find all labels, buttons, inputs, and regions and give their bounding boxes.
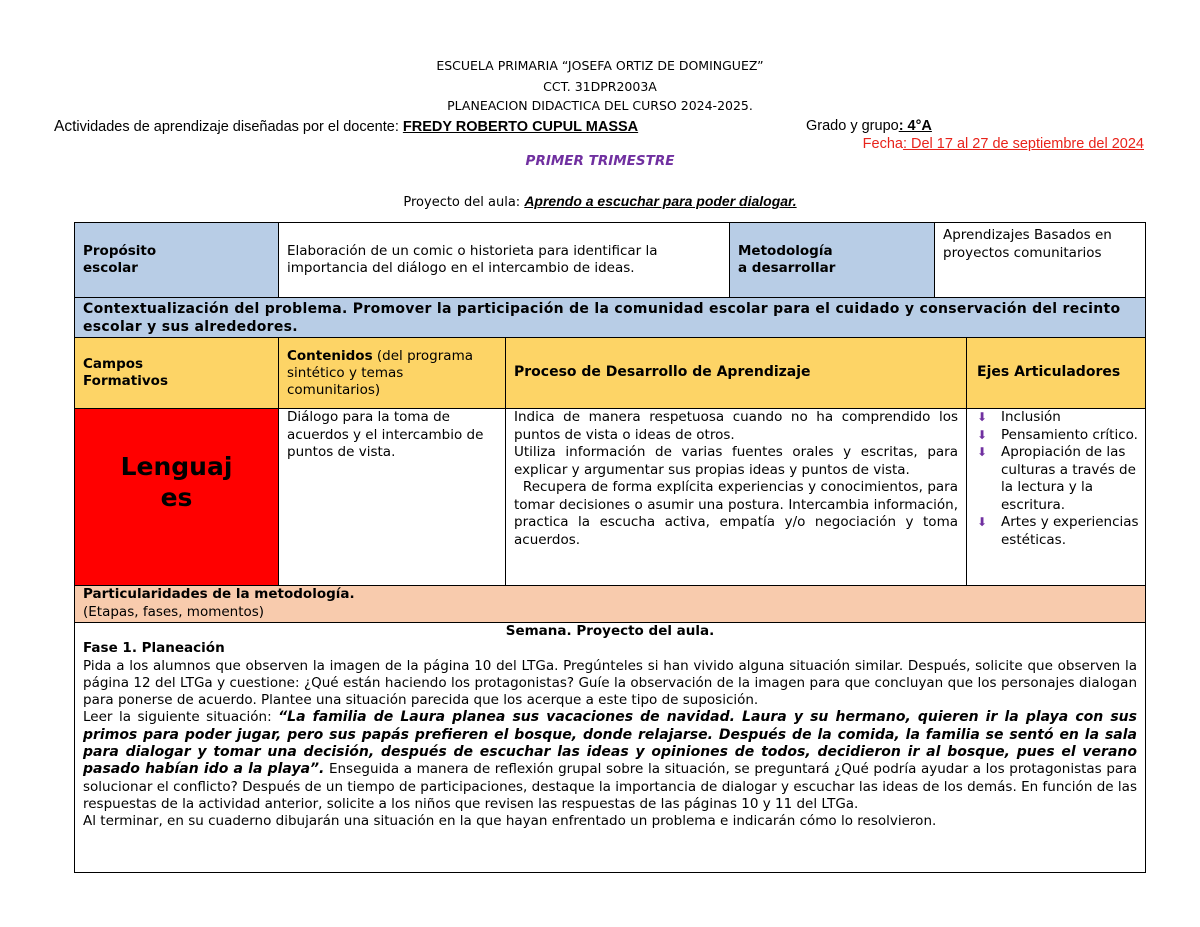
fecha-value: : Del 17 al 27 de septiembre del 2024 [902, 136, 1144, 152]
ejes-cell [966, 408, 1146, 586]
proceso-paragraph-1: Indica de manera respetuosa cuando no ha comprendido los puntos de vista o ideas de otros. [514, 409, 958, 443]
actividades-label: ividades de aprendizaje diseñadas por el docente: [76, 119, 403, 135]
school-name: ESCUELA PRIMARIA “JOSEFA ORTIZ DE DOMINGUEZ” [436, 58, 764, 73]
proceso-cell [505, 408, 967, 586]
fecha [863, 136, 1144, 152]
particularidades-title: Particularidades de la metodología. [83, 586, 355, 602]
eje-label: Artes y experiencias estéticas. [1001, 514, 1139, 548]
fase-paragraph-2-rest: Enseguida a manera de reflexión grupal sobre la situación, se preguntará ¿Qué podría ayudar a los protagonistas para solucionar el conflicto? Después de un tiempo de participaciones, destaque la importancia de dialogar y escuchar las ideas de los demás. En función de las respuestas de la actividad anterior, solicite a los niños que revisen las respuestas de las páginas 10 y 11 del LTGa. [83, 761, 1137, 812]
proposito-text-cell [278, 222, 730, 298]
fecha-label: Fecha [862, 136, 903, 152]
proceso-header: Proceso de Desarrollo de Aprendizaje [514, 364, 811, 381]
fase-paragraph-1: Pida a los alumnos que observen la imagen de la página 10 del LTGa. Pregúnteles si han vivido alguna situación similar. Después, solicite que observen la página 12 del LTGa y cuestione: ¿Qué están haciendo los protagonistas? Guíe la observación de la imagen para que concluyan que los personajes dialogan para ponerse de acuerdo. Plantee una situación parecida que los acerque a este tipo de suposición. [83, 657, 1137, 709]
fase-paragraph-3: Al terminar, en su cuaderno dibujarán una situación en la que hayan enfrentado un problema e indicarán cómo lo resolvieron. [83, 813, 937, 830]
proceso-header-cell [505, 337, 967, 409]
contenido-cell [278, 408, 506, 586]
grado-grupo [806, 118, 932, 134]
campo-lenguajes: Lenguaj es [120, 452, 233, 512]
arrow-bullet-icon: ⬇ [977, 427, 988, 442]
proceso-paragraph-2: Utiliza información de varias fuentes orales y escritas, para explicar y argumentar sus propias ideas y puntos de vista. [514, 444, 958, 478]
proyecto-label: Proyecto del aula: [403, 195, 525, 210]
metodologia-text: Aprendizajes Basados en proyectos comunitarios [943, 227, 1112, 261]
proposito-text: Elaboración de un comic o historieta para identificar la importancia del diálogo en el intercambio de ideas. [287, 242, 658, 276]
metodologia-label: Metodología a desarrollar [738, 242, 836, 276]
actividades-prefix: Act [54, 118, 77, 135]
eje-label: Apropiación de las culturas a través de la lectura y la escritura. [1001, 444, 1136, 513]
campos-header-cell [74, 337, 279, 409]
eje-item [971, 427, 1141, 445]
eje-item [971, 514, 1141, 549]
teacher-line [54, 118, 638, 136]
contextualizacion-cell [74, 297, 1146, 338]
ejes-header-cell [966, 337, 1146, 409]
teacher-name: FREDY ROBERTO CUPUL MASSA [402, 119, 639, 135]
proposito-label-cell [74, 222, 279, 298]
contextualizacion-text: Contextualización del problema. Promover la participación de la comunidad escolar para el cuidado y conservación del recinto escolar y sus alrededores. [83, 301, 1121, 335]
arrow-bullet-icon: ⬇ [977, 515, 988, 529]
particularidades-subtitle: (Etapas, fases, momentos) [83, 603, 265, 620]
eje-item [971, 444, 1141, 514]
eje-item [971, 409, 1141, 427]
fase-quote: “La familia de Laura planea sus vacaciones de navidad. Laura y su hermano, quieren ir la playa con sus primos para poder jugar, pero sus papás prefieren el bosque, donde relajarse. Después de la comida, la familia se sentó en la sala para dialogar y tomar una decisión, después de escuchar las ideas y opiniones de todos, decidieron ir al bosque, pues el verano pasado habían ido a la playa”. [83, 709, 1137, 778]
school-cct: CCT. 31DPR2003A [543, 79, 657, 94]
ejes-header: Ejes Articuladores [977, 364, 1121, 381]
fase-paragraph-2 [83, 709, 1137, 813]
planeacion-title: PLANEACION DIDACTICA DEL CURSO 2024-2025. [447, 98, 753, 113]
fase-title: Fase 1. Planeación [83, 640, 225, 657]
contenidos-header-cell [278, 337, 506, 409]
trimestre-title: PRIMER TRIMESTRE [525, 153, 675, 169]
grado-label: Grado y grupo [806, 118, 899, 134]
proposito-label: Propósito escolar [83, 242, 157, 276]
proyecto-value: Aprendo a escuchar para poder dialogar. [524, 193, 797, 209]
metodologia-label-cell [729, 222, 935, 298]
grado-value: : 4°A [898, 118, 932, 134]
proceso-paragraph-3: Recupera de forma explícita experiencias y conocimientos, para tomar decisiones o asumir una postura. Intercambia información, practica la escucha activa, empatía y/o negociación y toma acuerdos. [514, 479, 958, 548]
fase-paragraph-2-intro: Leer la siguiente situación: [83, 709, 279, 726]
ejes-list [971, 409, 1141, 549]
semana-title: Semana. Proyecto del aula. [505, 623, 715, 639]
contenidos-header [287, 348, 497, 399]
eje-label: Pensamiento crítico. [1001, 426, 1138, 443]
contenidos-header-bold: Contenidos [287, 347, 373, 364]
semana-cell [74, 622, 1146, 873]
campos-header: Campos Formativos [83, 355, 168, 389]
proyecto-line [0, 193, 1200, 210]
contenidos-header-rest: (del programa sintético y temas comunitarios) [287, 347, 473, 398]
arrow-bullet-icon: ⬇ [977, 445, 988, 459]
campo-cell [74, 408, 279, 586]
metodologia-text-cell [934, 222, 1146, 298]
eje-label: Inclusión [1001, 409, 1061, 425]
contenido-text: Diálogo para la toma de acuerdos y el intercambio de puntos de vista. [287, 409, 484, 460]
arrow-bullet-icon: ⬇ [977, 410, 988, 424]
particularidades-cell [74, 585, 1146, 623]
